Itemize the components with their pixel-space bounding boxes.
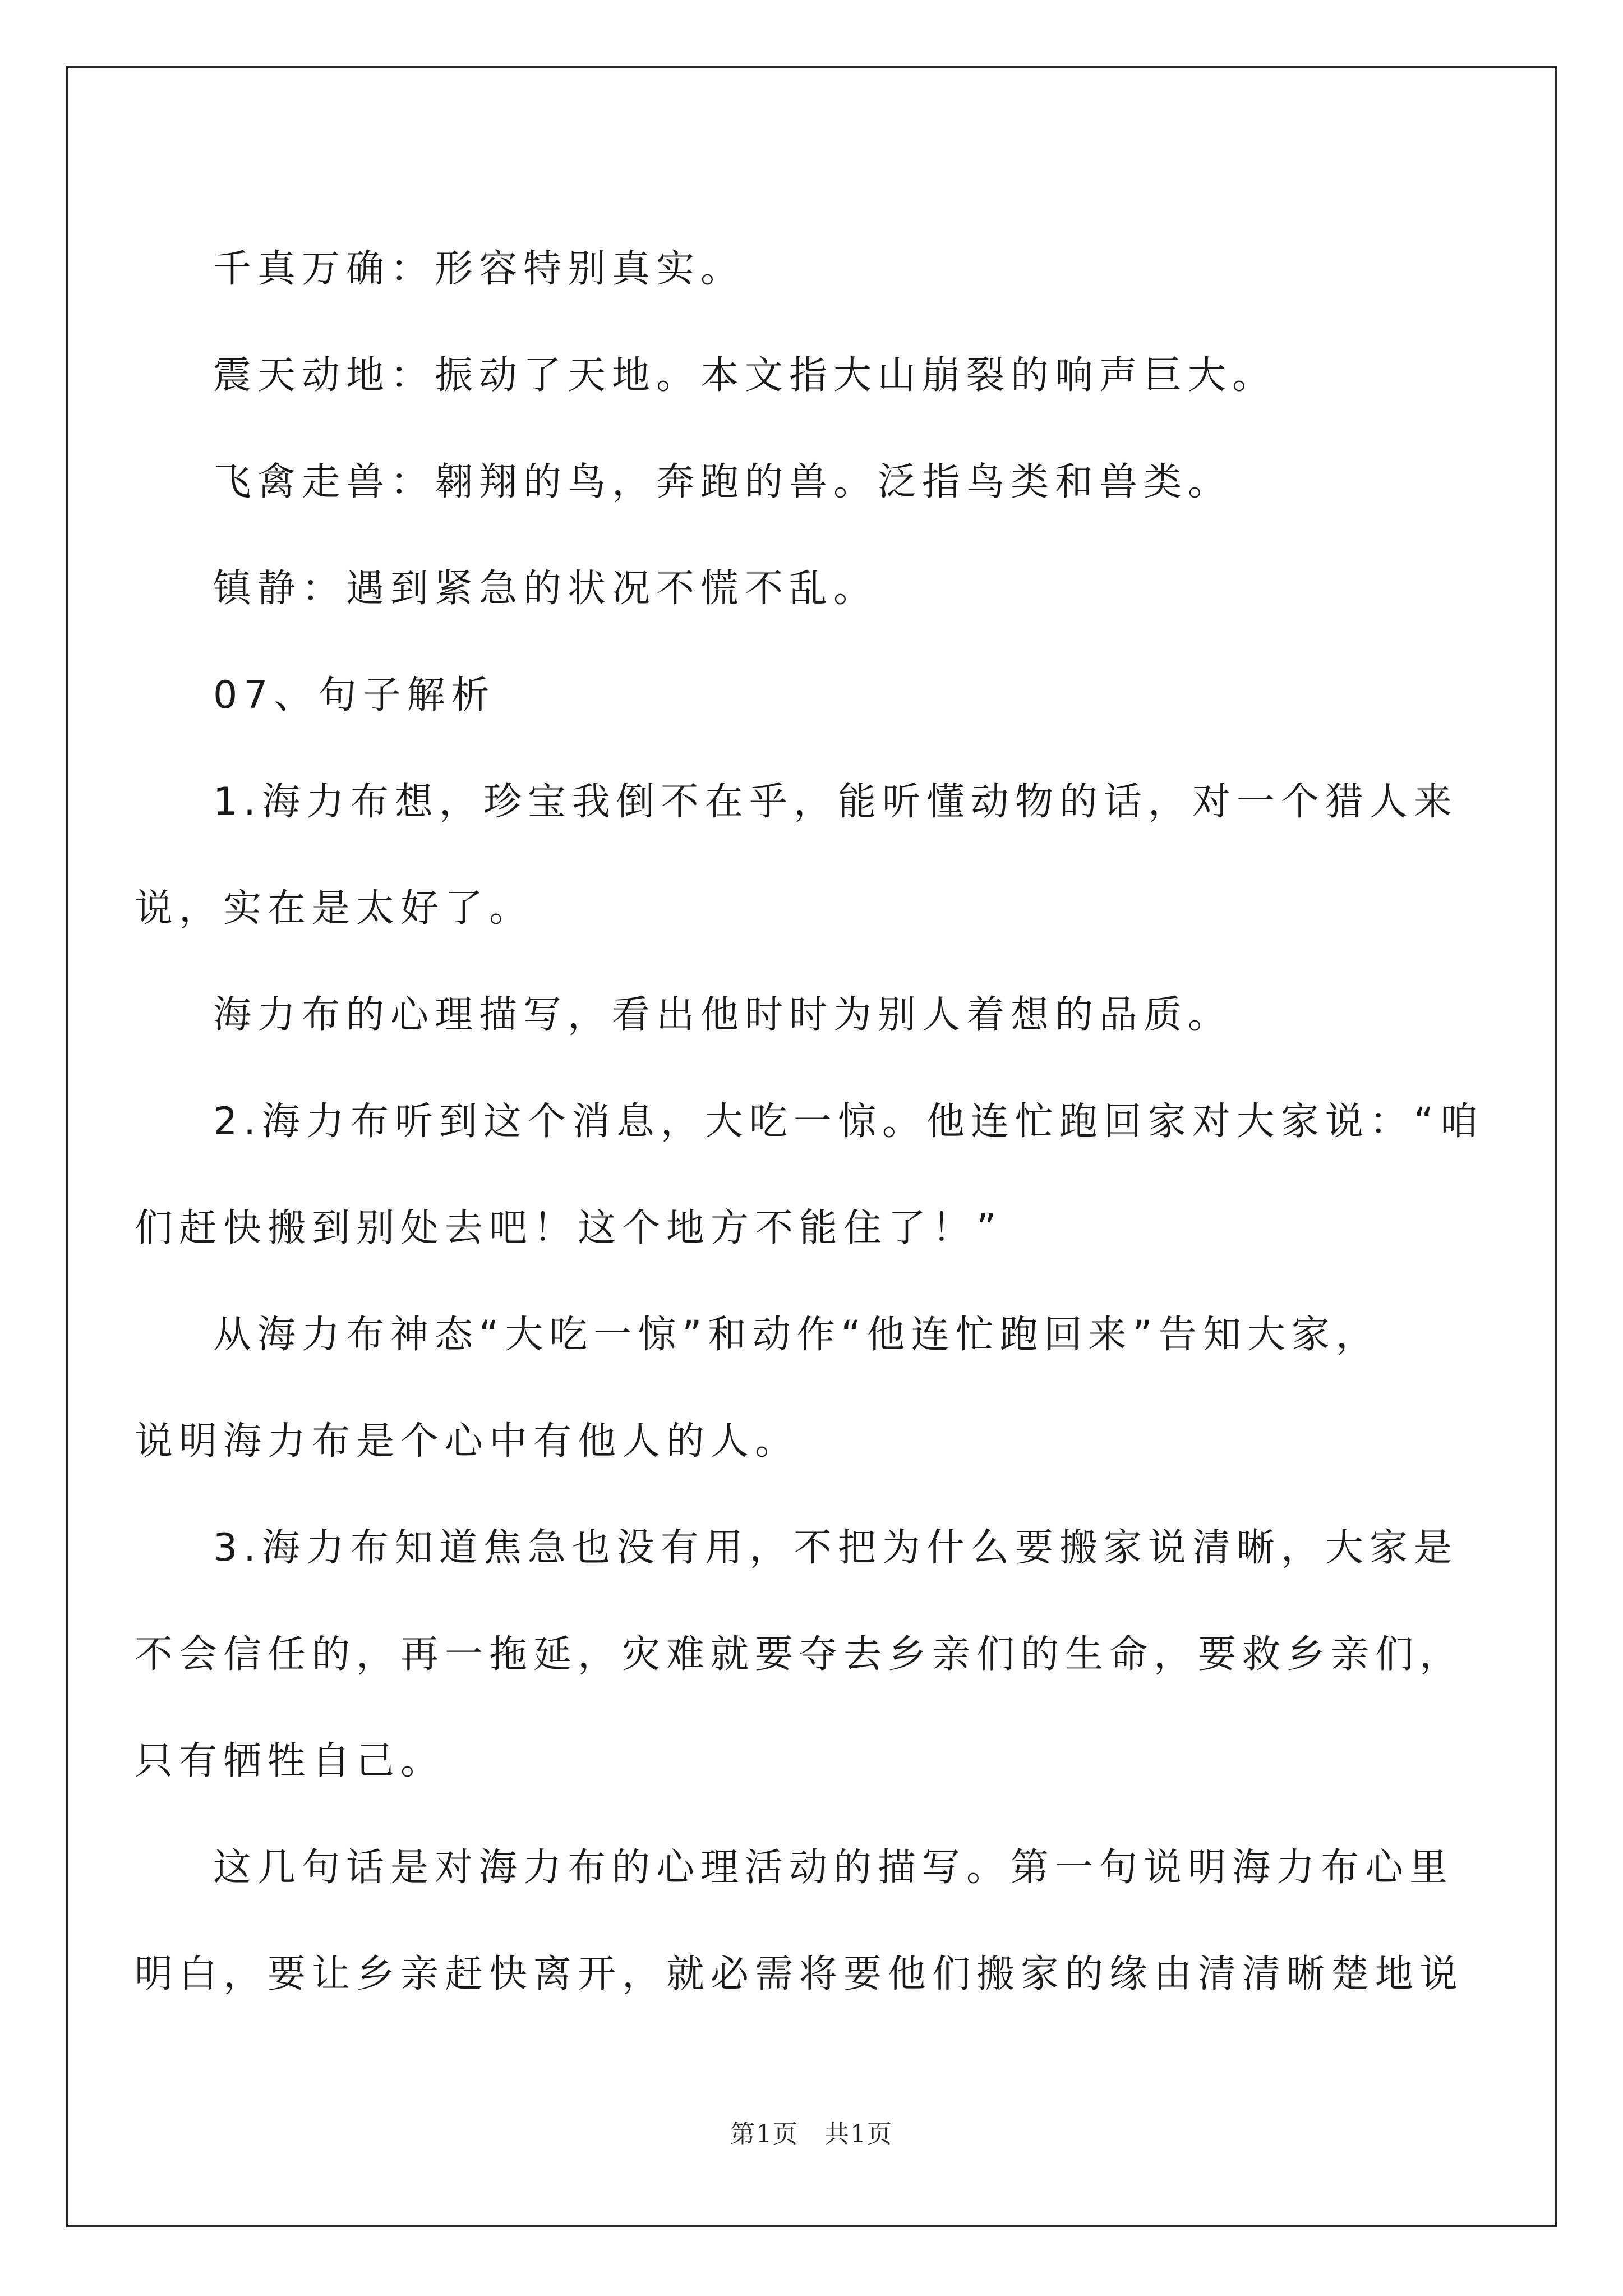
text-line: 们赶快搬到别处去吧！这个地方不能住了！” [135, 1206, 1003, 1250]
text-line: 飞禽走兽：翱翔的鸟，奔跑的兽。泛指鸟类和兽类。 [213, 460, 1233, 504]
section-heading: 07、句子解析 [213, 673, 496, 717]
text-line: 明白，要让乡亲赶快离开，就必需将要他们搬家的缘由清清晰楚地说 [135, 1952, 1464, 1996]
page-total: 共1页 [824, 2120, 893, 2148]
text-line: 说，实在是太好了。 [135, 886, 534, 931]
text-line: 从海力布神态“大吃一惊”和动作“他连忙跑回来”告知大家， [213, 1313, 1380, 1357]
text-line: 镇静：遇到紧急的状况不慌不乱。 [213, 567, 878, 611]
page-footer [0, 2114, 1623, 2150]
text-line: 不会信任的，再一拖延，灾难就要夺去乡亲们的生命，要救乡亲们， [135, 1632, 1464, 1677]
text-line: 只有牺牲自己。 [135, 1739, 445, 1783]
text-line: 3.海力布知道焦急也没有用，不把为什么要搬家说清晰，大家是 [213, 1526, 1458, 1570]
document-body [135, 216, 1491, 2028]
text-line: 海力布的心理描写，看出他时时为别人着想的品质。 [213, 993, 1233, 1037]
text-line: 说明海力布是个心中有他人的人。 [135, 1419, 800, 1464]
page-number: 第1页 [730, 2120, 799, 2148]
text-line: 1.海力布想，珍宝我倒不在乎，能听懂动物的话，对一个猎人来 [213, 780, 1458, 824]
text-line: 震天动地：振动了天地。本文指大山崩裂的响声巨大。 [213, 353, 1277, 398]
text-line: 这几句话是对海力布的心理活动的描写。第一句说明海力布心里 [213, 1846, 1454, 1890]
text-line: 千真万确：形容特别真实。 [213, 247, 745, 291]
text-line: 2.海力布听到这个消息，大吃一惊。他连忙跑回家对大家说：“咱 [213, 1099, 1484, 1144]
